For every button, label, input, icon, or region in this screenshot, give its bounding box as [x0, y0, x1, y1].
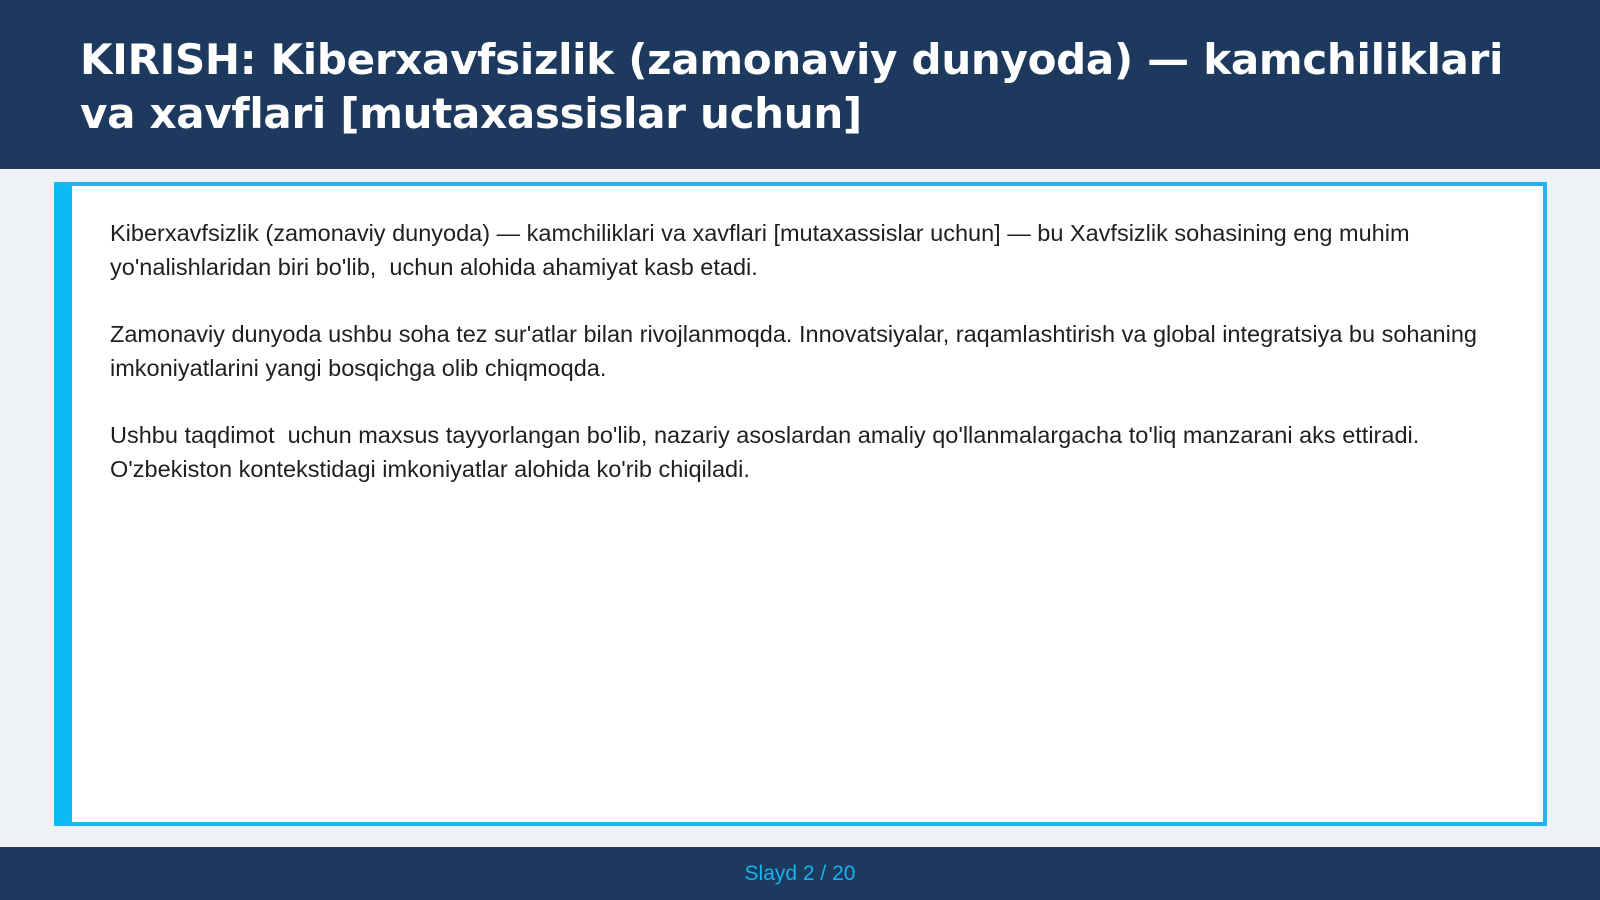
- slide-title: KIRISH: Kiberxavfsizlik (zamonaviy dunyoda) — kamchiliklari va xavflari [mutaxassislar uchun]: [80, 35, 1504, 138]
- paragraph-modern-world: Zamonaviy dunyoda ushbu soha tez sur'atlar bilan rivojlanmoqda. Innovatsiyalar, raqamlashtirish va global integratsiya bu sohaning imkoniyatlarini yangi bosqichga olib chiqmoqda.: [110, 321, 1477, 381]
- content-card: [54, 182, 1547, 826]
- slide-footer: [0, 847, 1600, 900]
- slide-counter: Slayd 2 / 20: [744, 861, 856, 885]
- paragraph-intro: Kiberxavfsizlik (zamonaviy dunyoda) — kamchiliklari va xavflari [mutaxassislar uchun] — bu Xavfsizlik sohasining eng muhim yo'nalishlaridan biri bo'lib, uchun alohida ahamiyat kasb etadi.: [110, 220, 1417, 280]
- slide-header: [0, 0, 1600, 169]
- paragraph-presentation: Ushbu taqdimot uchun maxsus tayyorlangan bo'lib, nazariy asoslardan amaliy qo'llanmalargacha to'liq manzarani aks ettiradi. O'zbekiston kontekstidagi imkoniyatlar alohida ko'rib chiqiladi.: [110, 422, 1426, 482]
